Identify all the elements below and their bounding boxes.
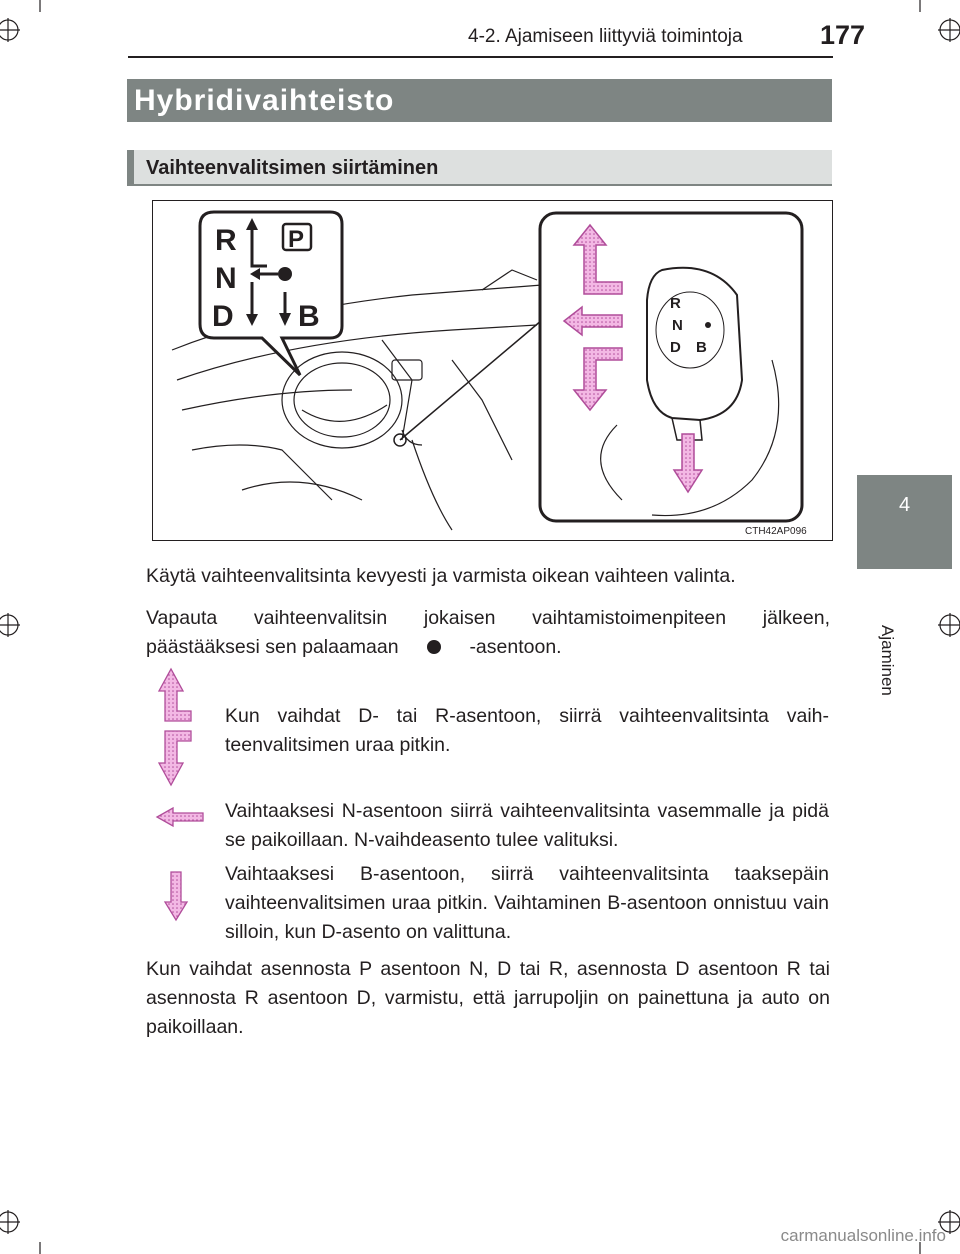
- paragraph-release-line2: [146, 633, 836, 662]
- home-position-dot-icon: [404, 633, 464, 662]
- item-b-shift: Vaihtaaksesi B-asentoon, siirrä vaihteenvalitsinta taaksepäin vaihteenvalitsimen uraa pitkin. Vaihtaminen B-asentoon onnistuu vain silloin, kun D-asento on valittuna.: [225, 863, 829, 943]
- pattern-letter-d: D: [212, 300, 234, 333]
- page-number: 177: [820, 20, 866, 50]
- down-arrow-icon: [163, 870, 189, 922]
- page-title: Hybridivaihteisto: [127, 79, 832, 122]
- chapter-label: Ajaminen: [878, 624, 897, 696]
- header-section-title: 4-2. Ajamiseen liittyviä toimintoja: [468, 26, 743, 47]
- item-n-shift: Vaihtaaksesi N-asentoon siirrä vaihteenvalitsinta vasemmalle ja pidä se paikoillaan. N-vaihdeasento tulee valituksi.: [225, 800, 829, 851]
- pattern-letter-r: R: [215, 224, 237, 257]
- shifter-zoom-panel: [540, 213, 802, 521]
- shift-lever-illustration: [152, 200, 833, 541]
- svg-text:R: R: [670, 295, 681, 312]
- header-rule: [128, 56, 833, 58]
- up-down-arrows-icon: [155, 665, 195, 790]
- chapter-tab: [857, 475, 952, 569]
- pattern-letter-b: B: [298, 300, 320, 333]
- paragraph-brake-warning: Kun vaihdat asennosta P asentoon N, D tai R, asennosta D asentoon R tai asennosta R asentoon D, varmistu, että jarrupoljin on painettuna ja auto on paikoillaan.: [146, 958, 830, 1038]
- svg-text:D: D: [670, 339, 681, 356]
- left-arrow-icon: [155, 806, 205, 828]
- paragraph-release-line1: Vapauta vaihteenvalitsin jokaisen vaihtamistoimenpiteen jälkeen,: [146, 607, 830, 629]
- svg-text:B: B: [696, 339, 707, 356]
- paragraph-handling: Käytä vaihteenvalitsinta kevyesti ja varmista oikean vaihteen valinta.: [146, 565, 736, 587]
- chapter-number: 4: [898, 494, 911, 516]
- svg-text:N: N: [672, 317, 683, 334]
- release-text-after: -asentoon.: [469, 636, 562, 658]
- section-subtitle: Vaihteenvalitsimen siirtäminen: [127, 150, 832, 186]
- item-d-r-shift: Kun vaihdat D- tai R-asentoon, siirrä vaihteenvalitsinta vaih-teenvalitsimen uraa pitkin.: [225, 705, 829, 756]
- figure-code: CTH42AP096: [745, 526, 807, 537]
- release-text-before: päästääksesi sen palaamaan: [146, 636, 399, 658]
- watermark: carmanualsonline.info: [780, 1226, 946, 1245]
- pattern-letter-p: P: [288, 226, 305, 253]
- pattern-letter-n: N: [215, 262, 237, 295]
